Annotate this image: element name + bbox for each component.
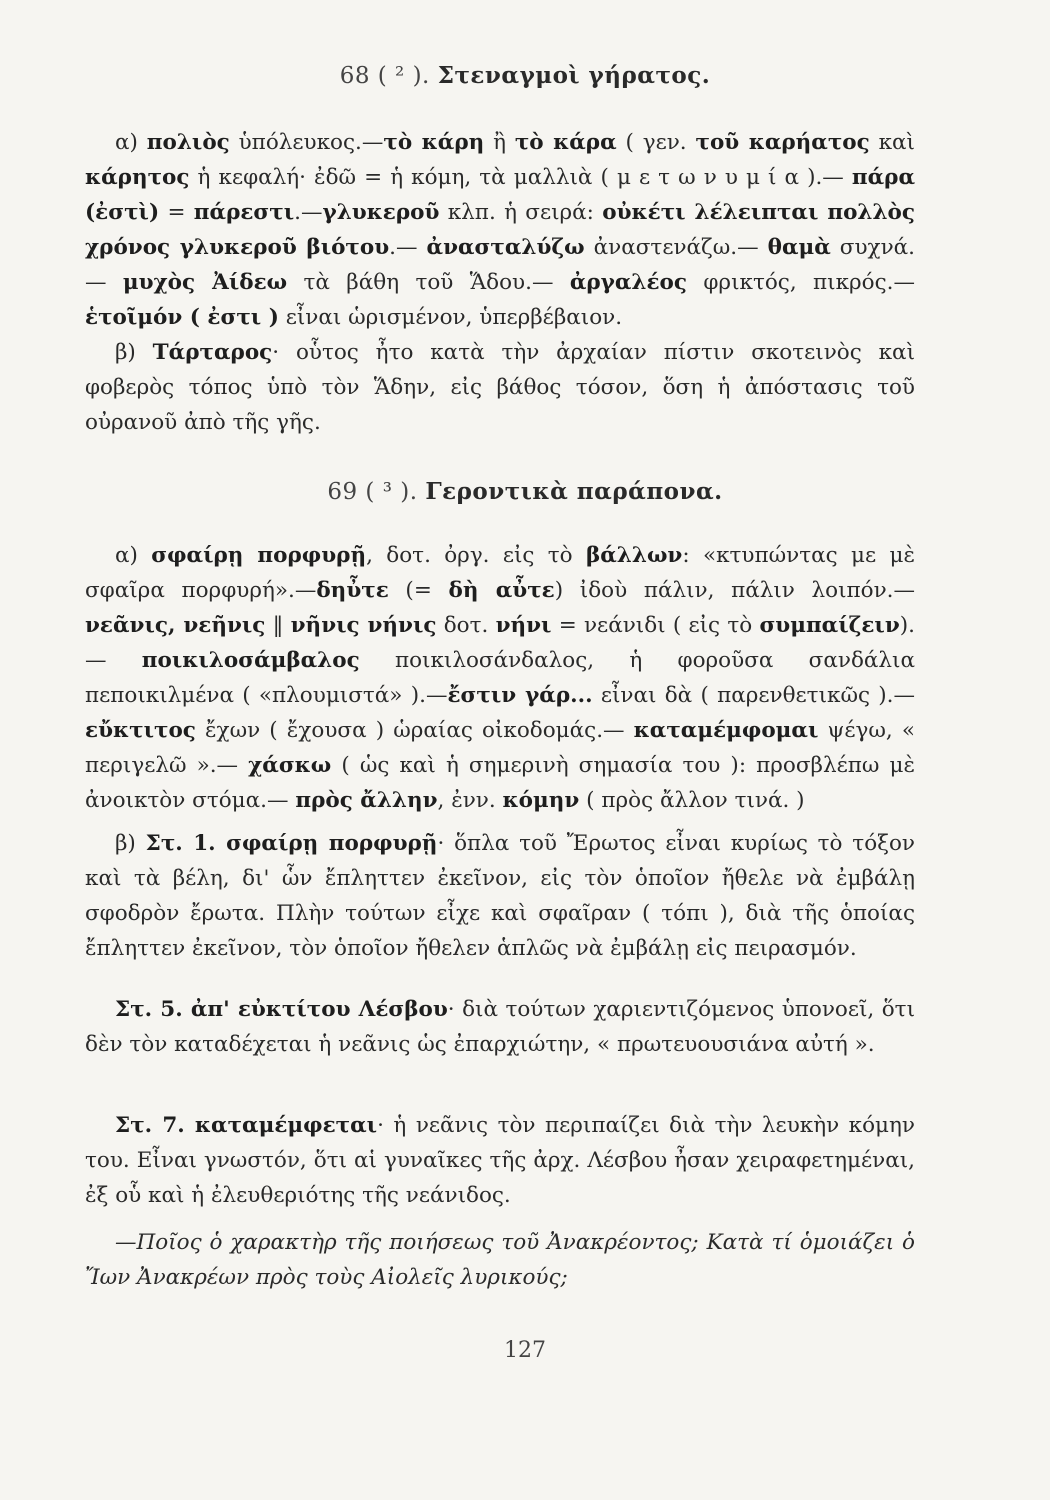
lemma-term: ἀνασταλύζω <box>426 235 585 260</box>
lemma-term: τὸ κάρα <box>514 130 617 155</box>
gloss-text: ( γεν. <box>616 130 696 155</box>
lemma-term: ἑτοῖμόν ( ἐστι ) <box>85 305 279 330</box>
lemma-term: νήνι <box>495 613 552 638</box>
gloss-text: καὶ <box>869 130 915 155</box>
gloss-text: φρικτός, πικρός.— <box>687 270 915 295</box>
lemma-term: Στ. 1. σφαίρῃ πορφυρῇ <box>145 831 438 856</box>
gloss-text: = νεάνιδι ( εἰς τὸ <box>551 613 760 638</box>
lemma-term: γλυκεροῦ <box>322 200 440 225</box>
gloss-text: ὑπόλευκος.— <box>229 130 384 155</box>
gloss-text: ψέγω, « περιγελῶ ».— <box>85 718 915 778</box>
gloss-text: : «κτυπώντας με μὲ σφαῖρα πορφυρή».— <box>85 543 915 603</box>
gloss-text: β) <box>115 340 153 365</box>
section-68-heading <box>0 62 1050 89</box>
gloss-text: α) <box>115 130 147 155</box>
lemma-term: πολιὸς <box>146 130 230 155</box>
gloss-text: = <box>159 200 194 225</box>
gloss-text: συχνά.— <box>85 235 916 295</box>
gloss-text: ).— <box>85 613 915 673</box>
gloss-text: · ἡ νεᾶνις τὸν περιπαίζει διὰ τὴν λευκὴν κόμην του. Εἶναι γνωστόν, ὅτι αἱ γυναῖκες τῆς ἀρχ. Λέσβου ἦσαν χειραφετημέναι, ἐξ οὗ καὶ ἡ ἐλευθεριότης τῆς νεάνιδος. <box>85 1113 915 1208</box>
section-69-note-beta <box>85 826 915 966</box>
lemma-term: θαμὰ <box>767 235 831 260</box>
gloss-text: ‖ <box>265 613 291 638</box>
section-68-title: Στεναγμοὶ γήρατος. <box>437 62 711 89</box>
lemma-term: Τάρταρος <box>152 340 273 365</box>
page-number: 127 <box>504 1338 546 1363</box>
section-69-heading <box>0 478 1050 505</box>
gloss-text: ἀναστενάζω.— <box>584 235 768 260</box>
lemma-term: μυχὸς Ἀίδεω <box>122 270 288 295</box>
gloss-text: ἡ κεφαλή· ἐδῶ = ἡ κόμη, τὰ μαλλιὰ ( μ ε τ ω ν υ μ ί α ).— <box>189 165 852 190</box>
lemma-term: δηὖτε <box>316 578 389 603</box>
lemma-term: ἔστιν γάρ... <box>447 683 593 708</box>
lemma-term: εὔκτιτος <box>85 718 196 743</box>
section-68-note-alpha <box>85 125 915 335</box>
gloss-text: ἔχων ( ἔχουσα ) ὡραίας οἰκοδομάς.— <box>195 718 634 743</box>
gloss-text: α) <box>115 543 152 568</box>
lemma-term: νεᾶνις, νεῆνις <box>85 613 266 638</box>
lemma-term: τοῦ καρήατος <box>695 130 870 155</box>
gloss-text: ) ἰδοὺ πάλιν, πάλιν λοιπόν.— <box>554 578 915 603</box>
lemma-term: συμπαίζειν <box>759 613 900 638</box>
section-69-note-verse-5 <box>85 992 915 1062</box>
gloss-text: β) <box>115 831 146 856</box>
gloss-text: ( πρὸς ἄλλον τινά. ) <box>579 788 805 813</box>
gloss-text: · οὗτος ἦτο κατὰ τὴν ἀρχαίαν πίστιν σκοτεινὸς καὶ φοβερὸς τόπος ὑπὸ τὸν Ἅδην, εἰς βάθος τόσον, ὅση ἡ ἀπόστασις τοῦ οὐρανοῦ ἀπὸ τῆς γῆς. <box>85 340 916 435</box>
lemma-term: πρὸς ἄλλην <box>295 788 438 813</box>
gloss-text: ἢ <box>484 130 515 155</box>
gloss-text: εἶναι δὰ ( παρενθετικῶς ).— <box>592 683 916 708</box>
lemma-term: κόμην <box>502 788 580 813</box>
lemma-term: βάλλων <box>585 543 683 568</box>
section-69-note-verse-7 <box>85 1108 915 1213</box>
gloss-text: , δοτ. ὀργ. εἰς τὸ <box>366 543 586 568</box>
lemma-term: χάσκω <box>248 753 332 778</box>
lemma-term: νῆνις νήνις <box>290 613 437 638</box>
gloss-text: ποικιλοσάνδαλος, ἡ φοροῦσα σανδάλια πεποικιλμένα ( «πλουμιστά» ).— <box>85 648 915 708</box>
lemma-term: οὐκέτι λέλειπται πολλὸς χρόνος γλυκεροῦ βιότου <box>85 200 915 260</box>
gloss-text: εἶναι ὡρισμένον, ὑπερβέβαιον. <box>278 305 623 330</box>
lemma-term: Στ. 5. ἀπ' εὐκτίτου Λέσβου <box>115 997 448 1022</box>
lemma-term: πάρεστι <box>193 200 295 225</box>
lemma-term: τὸ κάρη <box>383 130 485 155</box>
gloss-text: κλπ. ἡ σειρά: <box>439 200 603 225</box>
lemma-term: κάρητος <box>85 165 190 190</box>
study-question <box>85 1225 915 1295</box>
lemma-term: ποικιλοσάμβαλος <box>141 648 360 673</box>
lemma-term: Στ. 7. καταμέμφεται <box>115 1113 378 1138</box>
lemma-term: ἀργαλέος <box>569 270 687 295</box>
gloss-text: τὰ βάθη τοῦ Ἅδου.— <box>287 270 570 295</box>
lemma-term: καταμέμφομαι <box>633 718 819 743</box>
lemma-term: δὴ αὖτε <box>448 578 555 603</box>
gloss-text: , ἐνν. <box>437 788 503 813</box>
study-question-text: —Ποῖος ὁ χαρακτὴρ τῆς ποιήσεως τοῦ Ἀνακρέοντος; Κατὰ τί ὁμοιάζει ὁ Ἴων Ἀνακρέων πρὸς τοὺς Αἰολεῖς λυρικούς; <box>85 1230 915 1290</box>
gloss-text: .— <box>294 200 323 225</box>
gloss-text: · ὅπλα τοῦ Ἔρωτος εἶναι κυρίως τὸ τόξον καὶ τὰ βέλη, δι' ὧν ἔπληττεν ἐκεῖνον, εἰς τὸν ὁποῖον ἤθελε νὰ ἐμβάλῃ σφοδρὸν ἔρωτα. Πλὴν τούτων εἶχε καὶ σφαῖραν ( τόπι ), διὰ τῆς ὁποίας ἔπληττεν ἐκεῖνον, τὸν ὁποῖον ἤθελεν ἁπλῶς νὰ ἐμβάλῃ εἰς πειρασμόν. <box>85 831 915 961</box>
gloss-text: (= <box>388 578 449 603</box>
gloss-text: δοτ. <box>436 613 496 638</box>
lemma-term: σφαίρῃ πορφυρῇ <box>151 543 367 568</box>
section-69-note-alpha <box>85 538 915 818</box>
lemma-term: πάρα (ἐστὶ) <box>85 165 915 225</box>
section-69-title: Γεροντικὰ παράπονα. <box>425 478 723 505</box>
gloss-text: ( ὡς καὶ ἡ σημερινὴ σημασία του ): προσβλέπω μὲ ἀνοικτὸν στόμα.— <box>85 753 915 813</box>
gloss-text: .— <box>389 235 427 260</box>
section-69-number: 69 ( ³ ). <box>327 479 418 505</box>
section-68-number: 68 ( ² ). <box>339 63 430 89</box>
section-68-note-beta <box>85 335 915 440</box>
gloss-text: · διὰ τούτων χαριεντιζόμενος ὑπονοεῖ, ὅτι δὲν τὸν καταδέχεται ἡ νεᾶνις ὡς ἐπαρχιώτην, « πρωτευουσιάνα αὐτή ». <box>85 997 915 1057</box>
